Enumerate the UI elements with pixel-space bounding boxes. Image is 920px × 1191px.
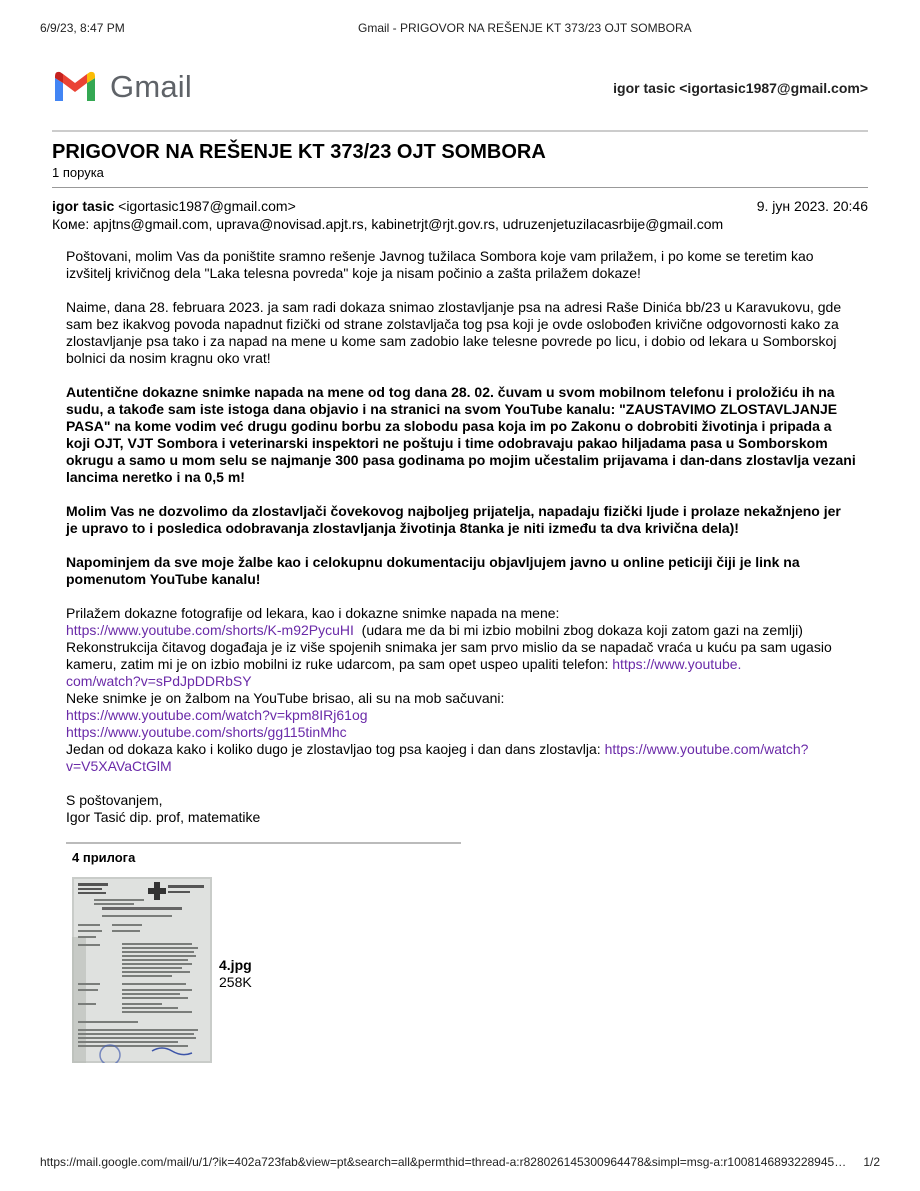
paragraph-5: Napominjem da sve moje žalbe kao i celokupnu dokumentaciju objavljujem javno u online peticiji čiji je link na pomenutom YouTube kanalu! [66,554,800,587]
gmail-logo-text: Gmail [110,69,192,104]
attachment-name[interactable]: 4.jpg [219,957,252,973]
thread-subject: PRIGOVOR NA REŠENJE KT 373/23 OJT SOMBORA [52,141,546,163]
gmail-logo[interactable] [52,68,192,106]
to-label: Коме: [52,216,90,232]
print-url: https://mail.google.com/mail/u/1/?ik=402a723fab&view=pt&search=all&permthid=thread-a:r828026145300964478&simpl=msg-a:r1008146893228945… [40,1155,847,1169]
message-body [66,248,856,843]
paragraph-4: Molim Vas ne dozvolimo da zlostavljači čovekovog najboljeg prijatelja, napadaju fizički ljude i prolaze nekažnjeno jer je upravo to i posledica odobravanja zlostavljanja životinja 8tanka je niti između ta dva krivična dela)! [66,503,841,536]
signature-greeting: S poštovanjem, [66,792,163,808]
attachments-count: 4 прилога [72,850,136,865]
print-title: Gmail - PRIGOVOR NA REŠENJE KT 373/23 OJT SOMBORA [358,21,692,35]
link-watch-2a[interactable]: https://www.youtube. [612,656,742,672]
signature [66,792,856,826]
reconstruction-text: Rekonstrukcija čitavog događaja je iz više spojenih snimaka jer sam prvo mislio da se napadač vraća u kuću pa sam ugasio kameru, zatim mi je on izbio mobilni iz ruke udarcom, pa sam opet uspeo upaliti telefon: [66,639,832,672]
attachment-thumbnail[interactable] [72,877,212,1063]
to-addresses: apjtns@gmail.com, uprava@novisad.apjt.rs, kabinetrjt@rjt.gov.rs, udruzenjetuzilacasrbije@gmail.com [93,216,724,232]
message-date: 9. јун 2023. 20:46 [756,198,868,214]
message-count: 1 порука [52,165,104,180]
link-watch-5a[interactable]: https://www.youtube.com/watch? [604,741,809,757]
sender-name: igor tasic [52,198,115,214]
deleted-text: Neke snimke je on žalbom na YouTube brisao, ali su na mob sačuvani: [66,690,505,706]
medical-document-image [72,877,212,1063]
attachment-size: 258K [219,974,252,990]
account-label: igor tasic <igortasic1987@gmail.com> [613,80,868,96]
link-shorts-1[interactable]: https://www.youtube.com/shorts/K-m92PycuHI [66,622,354,638]
print-date: 6/9/23, 8:47 PM [40,21,125,35]
link-watch-5b[interactable]: v=V5XAVaCtGlM [66,758,172,774]
attachments-divider [66,842,461,844]
link1-note: (udara me da bi mi izbio mobilni zbog dokaza koji zatom gazi na zemlji) [353,622,803,638]
gmail-m-icon [52,70,98,104]
signature-name: Igor Tasić dip. prof, matematike [66,809,261,825]
sender-email: <igortasic1987@gmail.com> [118,198,296,214]
recipients [52,216,723,232]
sender [52,198,296,214]
link-shorts-4[interactable]: https://www.youtube.com/shorts/gg115tinMhc [66,724,347,740]
page-number: 1/2 [863,1155,880,1169]
paragraph-evidence [66,605,856,775]
subject-divider [52,187,868,188]
last-evidence-text: Jedan od dokaza kako i koliko dugo je zlostavljao tog psa kaojeg i dan dans zlostavlja: [66,741,605,757]
paragraph-2: Naime, dana 28. februara 2023. ja sam radi dokaza snimao zlostavljanje psa na adresi Raše Dinića bb/23 u Karavukovu, gde sam bez ikakvog povoda napadnut fizički od strane zolstavljača tog psa koji je ovde oslobođen krivične odgovornosti kako za zlostavljanje psa tako i za napad na mene u kome sam zadobio lake telesne povrede po licu, i dobio od lekara u Somborskoj bolnici da nosim kragnu oko vrat! [66,299,842,366]
paragraph-3: Autentične dokazne snimke napada na mene od tog dana 28. 02. čuvam u svom mobilnom telefonu i proložiću ih na sudu, a takođe sam iste istoga dana objavio i na stranici na svom YouTube kanalu: "ZAUSTAVIMO ZLOSTAVLJANJE PASA" na kome vodim već drugu godinu borbu za slobodu pasa koja im po Zakonu o dobrobiti životinja i pripada a koji OJT, VJT Sombora i veterinarski inspektori ne poštuju i time odobravaju pakao hiljadama pasa u Somborskom okrugu a samo u mom selu se najmanje 300 pasa godinama po mojim učestalim prijavama i dan-dans zlostavlja vezani lancima neretko i na 0,5 m! [66,384,856,485]
link-watch-3[interactable]: https://www.youtube.com/watch?v=kpm8IRj61og [66,707,368,723]
link-watch-2b[interactable]: com/watch?v=sPdJpDDRbSY [66,673,252,689]
evidence-intro: Prilažem dokazne fotografije od lekara, kao i dokazne snimke napada na mene: [66,605,560,621]
header-divider [52,130,868,132]
paragraph-1: Poštovani, molim Vas da poništite sramno rešenje Javnog tužilaca Sombora koje vam prilažem, i po kome se teretim kao izvšitelj krivičnog dela "Laka telesna povreda" koje ja nisam počinio a zašta prilažem dokaze! [66,248,814,281]
